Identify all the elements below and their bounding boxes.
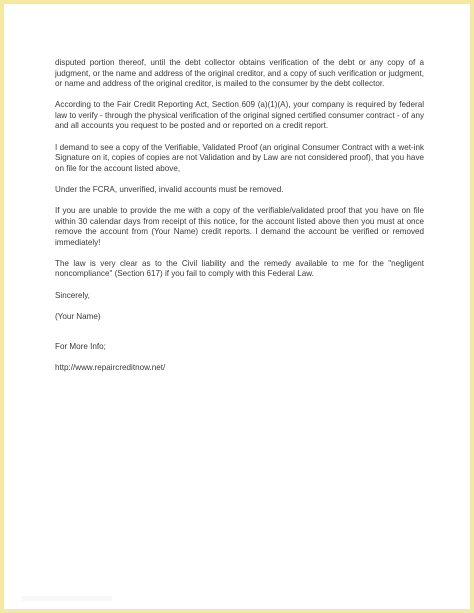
signature-name: (Your Name) <box>55 311 101 321</box>
paragraph-disputed-portion: disputed portion thereof, until the debt collector obtains verification of the debt or any copy of a judgment, or the name and address of the original creditor, and a copy of such verification or judgment, or name and address of the original creditor, is mailed to the consumer by the debt collector. <box>55 58 424 89</box>
paragraph-civil-liability: The law is very clear as to the Civil liability and the remedy available to me for the "negligent noncompliance" (Section 617) if you fail to comply with this Federal Law. <box>55 258 424 279</box>
document-page <box>4 4 470 609</box>
paragraph-demand-proof: I demand to see a copy of the Verifiable, Validated Proof (an original Consumer Contract with a wet-ink Signature on it, copies of copies are not Validation and by Law are not considered proof), that you have on file for the account listed above, <box>55 142 424 173</box>
paragraph-fcra-removal: Under the FCRA, unverified, invalid accounts must be removed. <box>55 184 284 194</box>
paragraph-thirty-days: If you are unable to provide the me with a copy of the verifiable/validated proof that you have on file within 30 calendar days from receipt of this notice, for the account listed above then you must at once remove the account from (Your Name) credit reports. I demand the account be verified or removed immediately! <box>55 205 424 247</box>
more-info-label: For More Info; <box>55 342 106 352</box>
letter-body <box>55 58 424 384</box>
closing-salutation: Sincerely, <box>55 290 90 300</box>
paragraph-fcra-section-609: According to the Fair Credit Reporting Act, Section 609 (a)(1)(A), your company is required by federal law to verify - through the physical verification of the original signed certified consumer contract - of any and all accounts you request to be posted and or reported on a credit report. <box>55 100 424 131</box>
more-info-url: http://www.repaircreditnow.net/ <box>55 363 166 373</box>
faint-footer-watermark <box>22 596 112 601</box>
